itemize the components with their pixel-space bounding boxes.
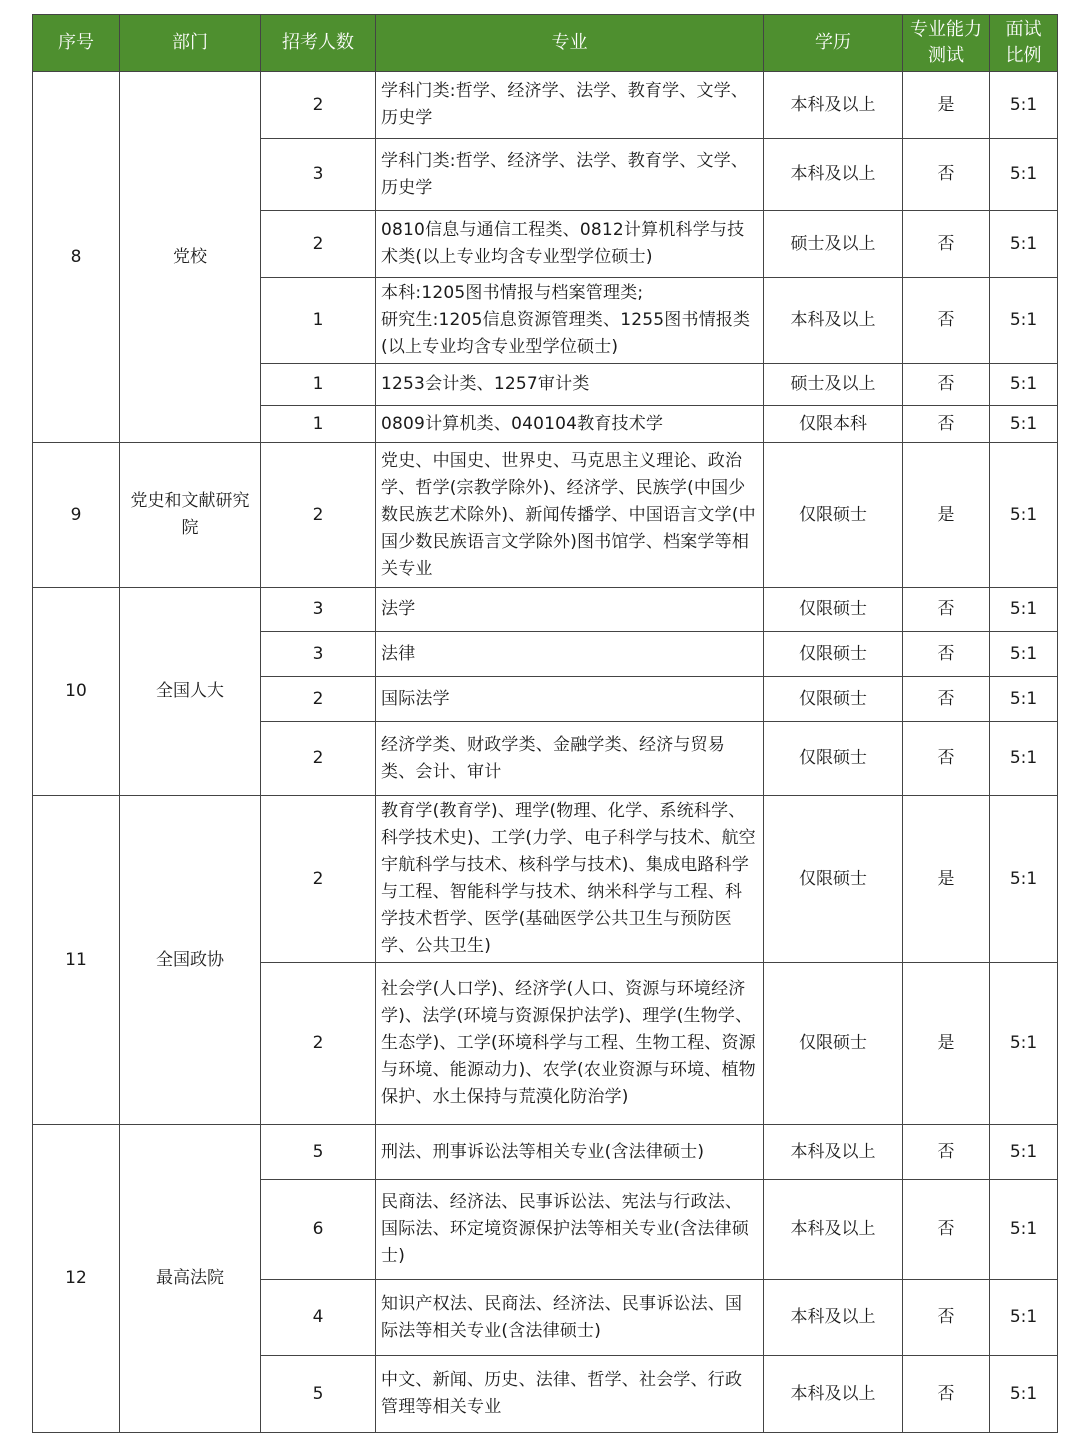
cell-dept: 最高法院 — [120, 1125, 261, 1433]
header-count: 招考人数 — [261, 15, 376, 72]
cell-major: 0810信息与通信工程类、0812计算机科学与技术类(以上专业均含专业型学位硕士) — [376, 211, 764, 278]
cell-ratio: 5:1 — [990, 72, 1058, 139]
table-row — [33, 588, 1058, 632]
header-test: 专业能力 测试 — [903, 15, 990, 72]
cell-ratio: 5:1 — [990, 139, 1058, 211]
cell-edu: 硕士及以上 — [764, 364, 903, 406]
cell-major: 民商法、经济法、民事诉讼法、宪法与行政法、国际法、环定境资源保护法等相关专业(含法律硕士) — [376, 1180, 764, 1280]
cell-major: 学科门类:哲学、经济学、法学、教育学、文学、历史学 — [376, 139, 764, 211]
cell-ratio: 5:1 — [990, 632, 1058, 677]
cell-seq: 11 — [33, 796, 120, 1125]
cell-major: 经济学类、财政学类、金融学类、经济与贸易类、会计、审计 — [376, 722, 764, 796]
cell-major: 法律 — [376, 632, 764, 677]
cell-edu: 本科及以上 — [764, 72, 903, 139]
cell-edu: 仅限硕士 — [764, 963, 903, 1125]
cell-edu: 仅限硕士 — [764, 632, 903, 677]
header-seq: 序号 — [33, 15, 120, 72]
cell-major: 知识产权法、民商法、经济法、民事诉讼法、国际法等相关专业(含法律硕士) — [376, 1280, 764, 1356]
cell-ratio: 5:1 — [990, 677, 1058, 722]
cell-count: 5 — [261, 1356, 376, 1433]
cell-major: 教育学(教育学)、理学(物理、化学、系统科学、科学技术史)、工学(力学、电子科学与技术、航空宇航科学与技术、核科学与技术)、集成电路科学与工程、智能科学与技术、纳米科学与工程、科学技术哲学、医学(基础医学公共卫生与预防医学、公共卫生) — [376, 796, 764, 963]
cell-edu: 本科及以上 — [764, 1125, 903, 1180]
cell-ratio: 5:1 — [990, 1125, 1058, 1180]
cell-count: 1 — [261, 364, 376, 406]
cell-ratio: 5:1 — [990, 443, 1058, 588]
cell-test: 否 — [903, 211, 990, 278]
cell-count: 5 — [261, 1125, 376, 1180]
cell-major: 国际法学 — [376, 677, 764, 722]
cell-ratio: 5:1 — [990, 278, 1058, 364]
cell-test: 否 — [903, 406, 990, 443]
cell-ratio: 5:1 — [990, 796, 1058, 963]
cell-count: 4 — [261, 1280, 376, 1356]
cell-count: 2 — [261, 722, 376, 796]
table-row — [33, 443, 1058, 588]
cell-seq: 10 — [33, 588, 120, 796]
cell-edu: 仅限硕士 — [764, 443, 903, 588]
cell-count: 6 — [261, 1180, 376, 1280]
cell-edu: 硕士及以上 — [764, 211, 903, 278]
cell-ratio: 5:1 — [990, 406, 1058, 443]
table-row — [33, 796, 1058, 963]
cell-test: 是 — [903, 72, 990, 139]
cell-ratio: 5:1 — [990, 722, 1058, 796]
cell-major: 法学 — [376, 588, 764, 632]
cell-ratio: 5:1 — [990, 364, 1058, 406]
header-major: 专业 — [376, 15, 764, 72]
cell-dept: 党史和文献研究院 — [120, 443, 261, 588]
cell-edu: 本科及以上 — [764, 278, 903, 364]
cell-edu: 仅限硕士 — [764, 796, 903, 963]
cell-dept: 党校 — [120, 72, 261, 443]
cell-count: 3 — [261, 588, 376, 632]
cell-count: 2 — [261, 796, 376, 963]
table-body — [33, 72, 1058, 1433]
header-edu: 学历 — [764, 15, 903, 72]
cell-test: 否 — [903, 677, 990, 722]
cell-test: 否 — [903, 139, 990, 211]
cell-edu: 本科及以上 — [764, 1180, 903, 1280]
cell-count: 2 — [261, 443, 376, 588]
header-dept: 部门 — [120, 15, 261, 72]
cell-major: 本科:1205图书情报与档案管理类; 研究生:1205信息资源管理类、1255图书情报类(以上专业均含专业型学位硕士) — [376, 278, 764, 364]
cell-count: 2 — [261, 677, 376, 722]
table-row — [33, 72, 1058, 139]
cell-seq: 8 — [33, 72, 120, 443]
cell-seq: 9 — [33, 443, 120, 588]
cell-ratio: 5:1 — [990, 1356, 1058, 1433]
cell-edu: 仅限硕士 — [764, 677, 903, 722]
header-row — [33, 15, 1058, 72]
cell-edu: 仅限本科 — [764, 406, 903, 443]
cell-seq: 12 — [33, 1125, 120, 1433]
cell-test: 否 — [903, 1125, 990, 1180]
cell-ratio: 5:1 — [990, 1280, 1058, 1356]
header-ratio: 面试 比例 — [990, 15, 1058, 72]
cell-test: 否 — [903, 1280, 990, 1356]
cell-test: 是 — [903, 443, 990, 588]
cell-major: 1253会计类、1257审计类 — [376, 364, 764, 406]
cell-major: 刑法、刑事诉讼法等相关专业(含法律硕士) — [376, 1125, 764, 1180]
cell-major: 学科门类:哲学、经济学、法学、教育学、文学、历史学 — [376, 72, 764, 139]
cell-test: 否 — [903, 278, 990, 364]
cell-test: 是 — [903, 796, 990, 963]
cell-edu: 仅限硕士 — [764, 722, 903, 796]
cell-major: 社会学(人口学)、经济学(人口、资源与环境经济学)、法学(环境与资源保护法学)、理学(生物学、生态学)、工学(环境科学与工程、生物工程、资源与环境、能源动力)、农学(农业资源与环境、植物保护、水土保持与荒漠化防治学) — [376, 963, 764, 1125]
cell-count: 2 — [261, 963, 376, 1125]
cell-count: 3 — [261, 139, 376, 211]
cell-test: 否 — [903, 722, 990, 796]
cell-count: 2 — [261, 72, 376, 139]
cell-test: 否 — [903, 588, 990, 632]
cell-test: 否 — [903, 1356, 990, 1433]
cell-test: 否 — [903, 364, 990, 406]
table-row — [33, 1125, 1058, 1180]
cell-test: 是 — [903, 963, 990, 1125]
cell-count: 3 — [261, 632, 376, 677]
cell-major: 党史、中国史、世界史、马克思主义理论、政治学、哲学(宗教学除外)、经济学、民族学(中国少数民族艺术除外)、新闻传播学、中国语言文学(中国少数民族语言文学除外)图书馆学、档案学等相关专业 — [376, 443, 764, 588]
table-header — [33, 15, 1058, 72]
cell-count: 1 — [261, 278, 376, 364]
cell-ratio: 5:1 — [990, 963, 1058, 1125]
cell-count: 1 — [261, 406, 376, 443]
cell-count: 2 — [261, 211, 376, 278]
cell-dept: 全国政协 — [120, 796, 261, 1125]
cell-ratio: 5:1 — [990, 1180, 1058, 1280]
cell-edu: 本科及以上 — [764, 139, 903, 211]
cell-major: 0809计算机类、040104教育技术学 — [376, 406, 764, 443]
cell-ratio: 5:1 — [990, 588, 1058, 632]
cell-ratio: 5:1 — [990, 211, 1058, 278]
cell-test: 否 — [903, 632, 990, 677]
cell-edu: 本科及以上 — [764, 1280, 903, 1356]
recruitment-table — [32, 14, 1058, 1433]
cell-edu: 本科及以上 — [764, 1356, 903, 1433]
cell-edu: 仅限硕士 — [764, 588, 903, 632]
cell-major: 中文、新闻、历史、法律、哲学、社会学、行政管理等相关专业 — [376, 1356, 764, 1433]
cell-test: 否 — [903, 1180, 990, 1280]
cell-dept: 全国人大 — [120, 588, 261, 796]
